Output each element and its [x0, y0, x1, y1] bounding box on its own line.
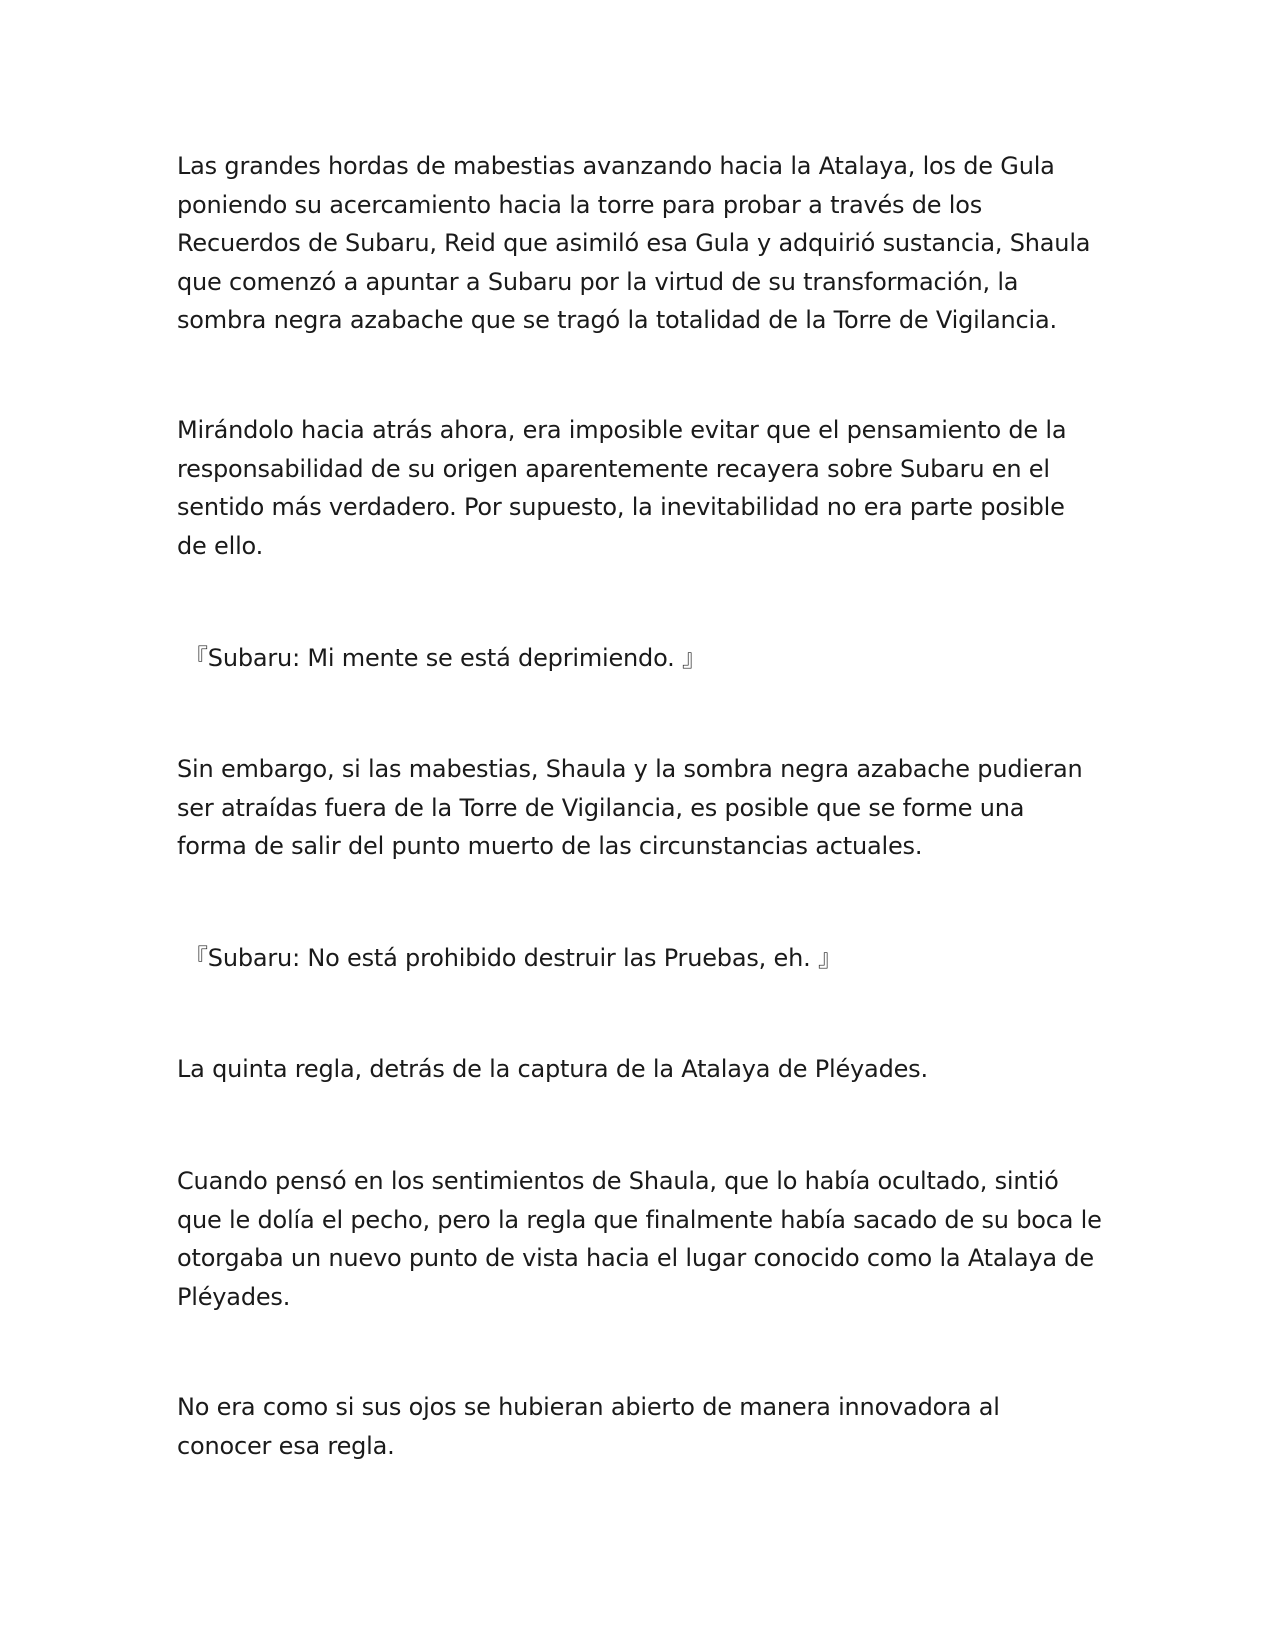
dialogue-line: 『Subaru: No está prohibido destruir las Pruebas, eh. 』 — [184, 944, 842, 972]
paragraph-narration: La quinta regla, detrás de la captura de la Atalaya de Pléyades. — [177, 1055, 928, 1083]
paragraph-narration: Mirándolo hacia atrás ahora, era imposible evitar que el pensamiento de la responsabilidad de su origen aparentemente recayera sobre Subaru en el sentido más verdadero. Por supuesto, la inevitabilidad no era parte posible de ello. — [177, 416, 1067, 560]
dialogue-line: 『Subaru: Mi mente se está deprimiendo. 』 — [184, 644, 706, 672]
paragraph-narration: Las grandes hordas de mabestias avanzando hacia la Atalaya, los de Gula poniendo su acercamiento hacia la torre para probar a través de los Recuerdos de Subaru, Reid que asimiló esa Gula y adquirió sustancia, Shaula que comenzó a apuntar a Subaru por la virtud de su transformación, la sombra negra azabache que se tragó la totalidad de la Torre de Vigilancia. — [177, 152, 1091, 334]
paragraph-narration: Cuando pensó en los sentimientos de Shaula, que lo había ocultado, sintió que le dolía el pecho, pero la regla que finalmente había sacado de su boca le otorgaba un nuevo punto de vista hacia el lugar conocido como la Atalaya de Pléyades. — [177, 1167, 1102, 1311]
paragraph-narration: No era como si sus ojos se hubieran abierto de manera innovadora al conocer esa regla. — [177, 1393, 1000, 1460]
paragraph-narration: Sin embargo, si las mabestias, Shaula y la sombra negra azabache pudieran ser atraídas fuera de la Torre de Vigilancia, es posible que se forme una forma de salir del punto muerto de las circunstancias actuales. — [177, 755, 1083, 860]
